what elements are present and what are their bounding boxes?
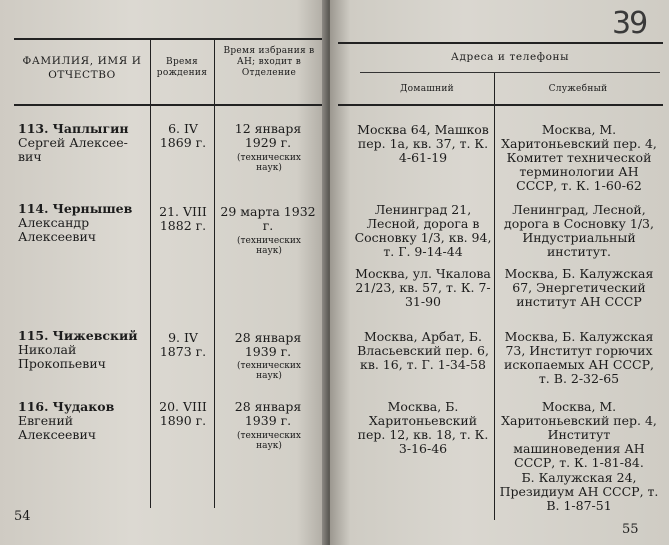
entry-work-address: Б. Калужская 24, Президиум АН СССР, т. В. 1-87-51 (499, 470, 659, 513)
entry-home-address: Москва, ул. Чкалова 21/23, кв. 57, т. К. 7-31-90 (355, 266, 491, 309)
entry-work-address: Москва, Б. Калужская 73, Институт горючих ископаемых АН СССР, т. В. 2-32-65 (504, 329, 654, 386)
entry-home-address: Москва 64, Машков пер. 1а, кв. 37, т. К. 4-61-19 (357, 122, 489, 165)
header-born: Время рождения (156, 57, 208, 78)
column-divider (214, 38, 215, 508)
entry-department: (технических наук) (237, 431, 301, 451)
entry-surname: Чижевский (52, 328, 138, 343)
entry-name (18, 202, 146, 244)
entry-born: 20. VIII 1890 г. (159, 399, 207, 428)
right-page (330, 0, 669, 545)
entry-elected: 29 марта 1932 г. (220, 204, 316, 233)
column-divider (494, 72, 495, 520)
entry-name (18, 400, 146, 442)
entry-department: (технических наук) (237, 361, 301, 381)
entry-name (18, 122, 146, 164)
entry-given-names: Николай Прокопьевич (18, 342, 106, 371)
entry-elected: 12 января 1929 г. (234, 121, 302, 150)
entry-name (18, 329, 146, 371)
header-bottom-rule (338, 104, 663, 106)
entry-work-address: Москва, М. Харитоньевский пер. 4, Комитет технической терминологии АН СССР, т. К. 1-60-62 (501, 122, 657, 193)
left-page (0, 0, 330, 545)
subheader-rule (360, 72, 660, 73)
header-home: Домашний (400, 84, 454, 94)
entry-surname: Чаплыгин (52, 121, 129, 136)
entry-surname: Чернышев (52, 201, 133, 216)
entry-surname: Чудаков (52, 399, 115, 414)
page-number-left: 54 (14, 509, 31, 524)
entry-given-names: Евгений Алексеевич (18, 413, 97, 442)
entry-elected: 28 января 1939 г. (234, 330, 302, 359)
header-top-rule (14, 38, 324, 40)
header-elected: Время избрания в АН; входит в Отделение (223, 46, 315, 78)
entry-born: 6. IV 1869 г. (159, 121, 207, 150)
header-top-rule (338, 42, 663, 44)
entry-department: (технических наук) (237, 153, 301, 173)
entry-elected: 28 января 1939 г. (234, 399, 302, 428)
header-name: ФАМИЛИЯ, ИМЯ И ОТЧЕСТВО (22, 55, 142, 81)
entry-number: 116. (18, 399, 49, 414)
entry-department: (технических наук) (237, 236, 301, 256)
entry-home-address: Москва, Б. Харитоньевский пер. 12, кв. 18, т. К. 3-16-46 (357, 399, 489, 456)
entry-number: 114. (18, 201, 49, 216)
entry-home-address: Ленинград 21, Лесной, дорога в Сосновку 1/3, кв. 94, т. Г. 9-14-44 (354, 202, 492, 259)
entry-work-address: Ленинград, Лесной, дорога в Сосновку 1/3, Индустриальный институт. (504, 202, 654, 259)
column-divider (150, 38, 151, 508)
entry-work-address: Москва, М. Харитоньевский пер. 4, Институт машиноведения АН СССР, т. К. 1-81-84. (501, 399, 657, 470)
entry-home-address: Москва, Арбат, Б. Власьевский пер. 6, кв. 16, т. Г. 1-34-58 (357, 329, 489, 372)
entry-number: 115. (18, 328, 49, 343)
header-addresses: Адреса и телефоны (450, 51, 570, 63)
entry-born: 9. IV 1873 г. (159, 330, 207, 359)
entry-given-names: Сергей Алексее-вич (18, 135, 128, 164)
handwritten-page-mark: 39 (612, 6, 647, 41)
entry-given-names: Александр Алексеевич (18, 215, 97, 244)
header-bottom-rule (14, 104, 324, 106)
entry-work-address: Москва, Б. Калужская 67, Энергетический институт АН СССР (504, 266, 654, 309)
header-work: Служебный (548, 84, 608, 94)
page-number-right: 55 (622, 522, 639, 537)
entry-number: 113. (18, 121, 49, 136)
entry-born: 21. VIII 1882 г. (159, 204, 207, 233)
